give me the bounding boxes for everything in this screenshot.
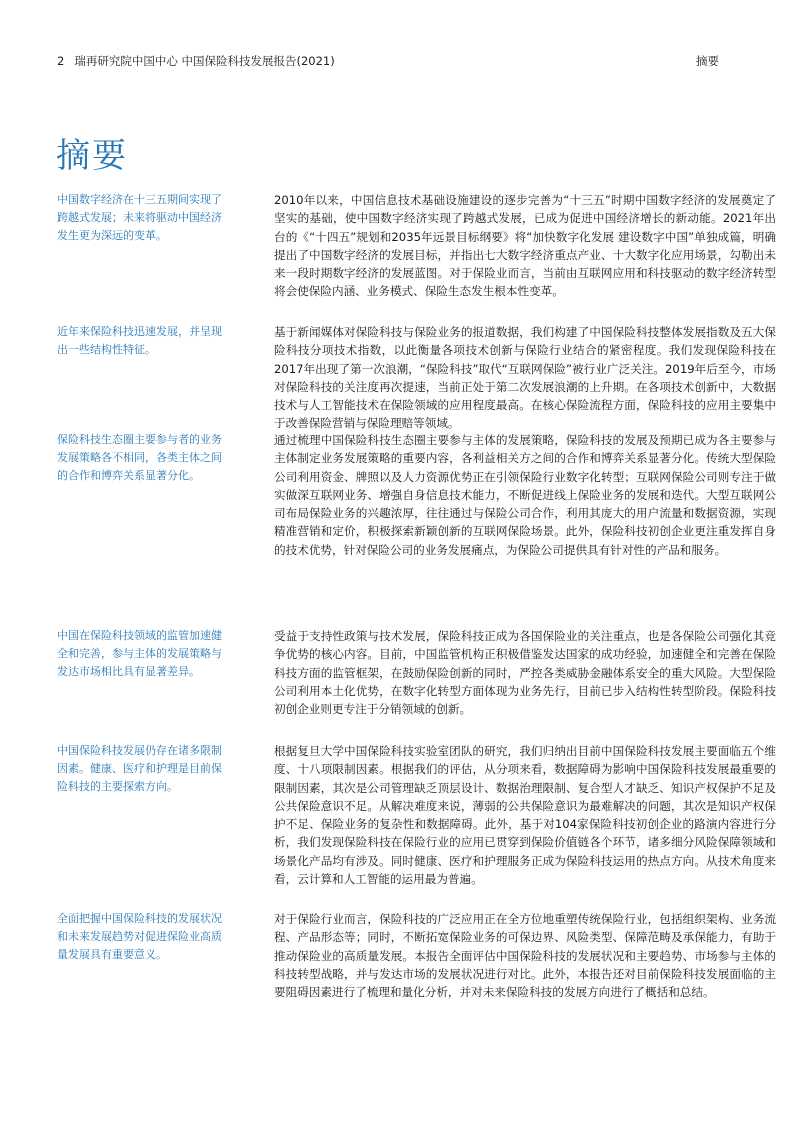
section-summary: 中国保险科技发展仍存在诸多限制因素。健康、医疗和护理是目前保险科技的主要探索方向。 [57,744,222,793]
section-summary: 近年来保险科技迅速发展，并呈现出一些结构性特征。 [57,325,222,356]
publication-title: 瑞再研究院中国中心 中国保险科技发展报告(2021) [74,54,335,68]
section-summary: 保险科技生态圈主要参与者的业务发展策略各不相同，各类主体之间的合作和博弈关系显著分化。 [57,433,222,482]
header-section-name: 摘要 [696,54,719,68]
page-title: 摘要 [56,136,128,176]
section-summary: 中国在保险科技领域的监管加速健全和完善，参与主体的发展策略与发达市场相比具有显著差异。 [57,629,222,678]
section-body: 受益于支持性政策与技术发展，保险科技正成为各国保险业的关注重点，也是各保险公司强化其竞争优势的核心内容。目前，中国监管机构正积极借鉴发达国家的成功经验，加速健全和完善在保险科技方面的监管框架，在鼓励保险创新的同时，严控各类威胁金融体系安全的重大风险。大型保险公司利用本土化优势，在数字化转型方面体现为业务先行，目前已步入结构性转型阶段。保险科技初创企业则更专注于分销领域的创新。 [274,629,776,717]
page-number: 2 [57,54,65,68]
section-body: 对于保险行业而言，保险科技的广泛应用正在全方位地重塑传统保险行业，包括组织架构、业务流程、产品形态等；同时，不断拓宽保险业务的可保边界、风险类型、保障范畴及承保能力，有助于推动保险业的高质量发展。本报告全面评估中国保险科技的发展状况和主要趋势、市场参与主体的科技转型战略，并与发达市场的发展状况进行对比。此外，本报告还对目前保险科技发展面临的主要阻碍因素进行了梳理和量化分析，并对未来保险科技的发展方向进行了概括和总结。 [274,912,776,1000]
section-body: 根据复旦大学中国保险科技实验室团队的研究，我们归纳出目前中国保险科技发展主要面临五个维度、十八项限制因素。根据我们的评估，从分项来看，数据障碍为影响中国保险科技发展最重要的限制因素，其次是公司管理缺乏顶层设计、数据治理限制、复合型人才缺乏、知识产权保护不足及公共保险意识不足。从解决难度来说，薄弱的公共保险意识为最难解决的问题，其次是知识产权保护不足、保险业务的复杂性和数据障碍。此外，基于对104家保险科技初创企业的路演内容进行分析，我们发现保险科技在保险行业的应用已贯穿到保险价值链各个环节，诸多细分风险保障领域和场景化产品均有涉及。同时健康、医疗和护理服务正成为保险科技运用的热点方向。从技术角度来看，云计算和人工智能的运用最为普遍。 [274,744,776,887]
section-body: 基于新闻媒体对保险科技与保险业务的报道数据，我们构建了中国保险科技整体发展指数及五大保险科技分项技术指数，以此衡量各项技术创新与保险行业结合的紧密程度。我们发现保险科技在2017年出现了第一次浪潮，“保险科技”取代“互联网保险”被行业广泛关注。2019年后至今，市场对保险科技的关注度再次提速，当前正处于第二次发展浪潮的上升期。在各项技术创新中，大数据技术与人工智能技术在保险领域的应用程度最高。在核心保险流程方面，保险科技的应用主要集中于改善保险营销与保险理赔等领域。 [274,325,776,431]
header-left [57,53,335,69]
section-body: 通过梳理中国保险科技生态圈主要参与主体的发展策略，保险科技的发展及预期已成为各主要参与主体制定业务发展策略的重要内容，各利益相关方之间的合作和博弈关系显著分化。传统大型保险公司利用资金、牌照以及人力资源优势正在引领保险行业数字化转型；互联网保险公司则专注于做实做深互联网业务、增强自身信息技术能力，不断促进线上保险业务的发展和迭代。大型互联网公司布局保险业务的兴趣浓厚，往往通过与保险公司合作，利用其庞大的用户流量和数据资源，实现精准营销和定价，积极探索新颖创新的互联网保险场景。此外，保险科技初创企业更注重发挥自身的技术优势，针对保险公司的业务发展痛点，为保险公司提供具有针对性的产品和服务。 [274,433,776,557]
page-header [57,53,719,71]
section-summary: 中国数字经济在十三五期间实现了跨越式发展；未来将驱动中国经济发生更为深远的变革。 [57,193,222,242]
section-summary: 全面把握中国保险科技的发展状况和未来发展趋势对促进保险业高质量发展具有重要意义。 [57,912,222,961]
section-body: 2010年以来，中国信息技术基础设施建设的逐步完善为“十三五”时期中国数字经济的发展奠定了坚实的基础，使中国数字经济实现了跨越式发展，已成为促进中国经济增长的新动能。2021年出台的《“十四五”规划和2035年远景目标纲要》将“加快数字化发展 建设数字中国”单独成篇，明确提出了中国数字经济的发展目标，并指出七大数字经济重点产业、十大数字化应用场景，勾勒出未来一段时期数字经济的发展蓝图。对于保险业而言，当前由互联网应用和科技驱动的数字经济转型将会使保险内涵、业务模式、保险生态发生根本性变革。 [274,193,776,299]
